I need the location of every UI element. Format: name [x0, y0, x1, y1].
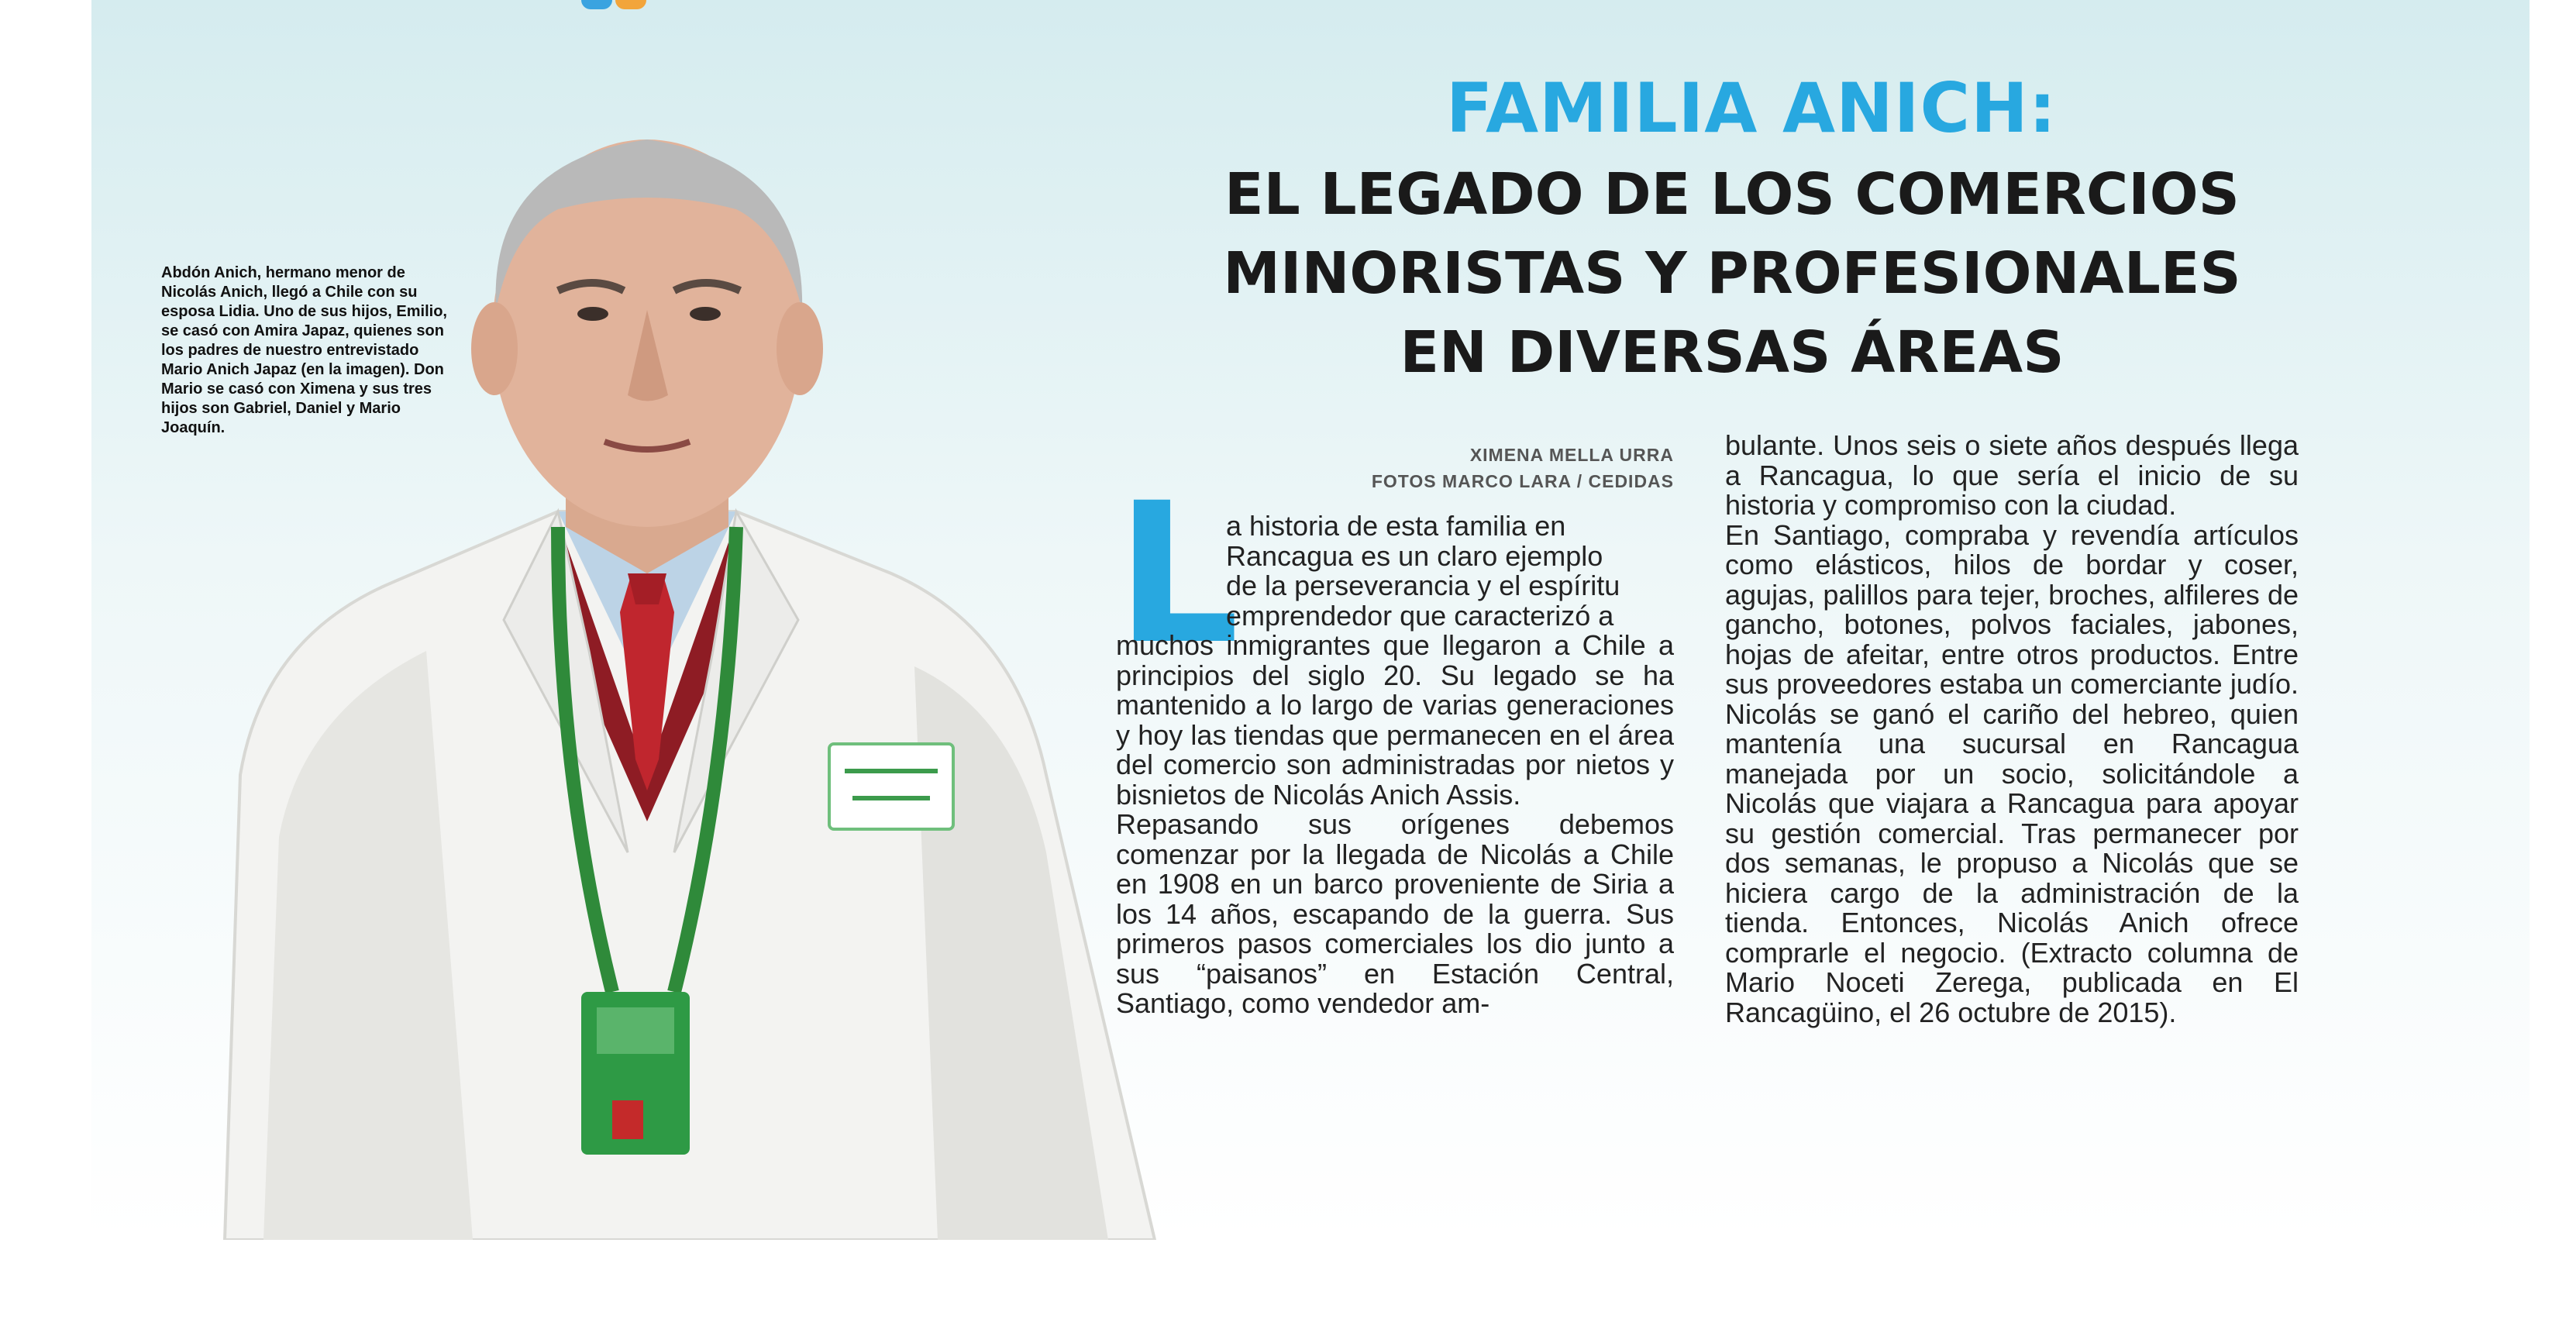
headline-line: EL LEGADO DE LOS COMERCIOS [1224, 161, 2240, 228]
byline-author: XIMENA MELLA URRA [1469, 445, 1674, 465]
photo-caption: Abdón Anich, hermano menor de Nicolás Anich, llegó a Chile con su esposa Lidia. Uno de sus hijos, Emilio, se casó con Amira Japaz, quienes son los padres de nuestro entrevistado Mario Anich Japaz (en la imagen). Don Mario se casó con Ximena y sus tres hijos son Gabriel, Daniel y Mario Joaquín. [161, 264, 447, 436]
article-column-2 [1725, 431, 2299, 1028]
paragraph: bulante. Unos seis o siete años después llega a Rancagua, lo que sería el inicio de su historia y compromiso con la ciudad. [1725, 429, 2299, 521]
article-headline [1116, 155, 2348, 392]
article-column-1 [1116, 511, 1674, 1019]
paragraph: Repasando sus orígenes debemos comenzar por la llegada de Nicolás a Chile en 1908 en un barco proveniente de Siria a los 14 años, escapando de la guerra. Sus primeros pasos comerciales los dio junto a sus “paisanos” en Estación Central, Santiago, como vendedor am- [1116, 808, 1674, 1019]
text-line: a historia de esta familia en [1226, 510, 1566, 542]
magazine-logo-fragment [581, 0, 666, 11]
byline [1209, 442, 1674, 494]
text-line: emprendedor que caracterizó a [1226, 599, 1614, 632]
text-line: de la perseverancia y el espíritu [1226, 570, 1620, 601]
headline-line: MINORISTAS Y PROFESIONALES [1223, 240, 2241, 307]
text-line: Rancagua es un claro ejemplo [1226, 539, 1603, 572]
drop-cap: L [1116, 461, 1240, 687]
portrait-photo [194, 77, 1186, 1240]
paragraph: muchos inmigrantes que llegaron a Chile a principios del siglo 20. Su legado se ha mantenido a lo largo de varias generaciones y hoy las tiendas que permanecen en el área del comercio son administradas por nietos y bisnietos de Nicolás Anich Assis. [1116, 629, 1674, 811]
byline-photos: FOTOS MARCO LARA / CEDIDAS [1371, 471, 1674, 491]
article-kicker: FAMILIA ANICH: [1446, 68, 2057, 148]
headline-line: EN DIVERSAS ÁREAS [1400, 319, 2065, 386]
page-margin-right [2530, 0, 2576, 1322]
page-margin-left [0, 0, 91, 1322]
paragraph: En Santiago, compraba y revendía artículos como elásticos, hilos de bordar y coser, agujas, palillos para tejer, broches, alfileres de gancho, botones, polvos faciales, jabones, hojas de afeitar, entre otros productos. Entre sus proveedores estaba un comerciante judío. Nicolás se ganó el cariño del hebreo, quien mantenía una sucursal en Rancagua manejada por un socio, solicitándole a Nicolás que viajara a Rancagua para apoyar su gestión comercial. Tras permanecer por dos semanas, le propuso a Nicolás que se hiciera cargo de la administración de la tienda. Entonces, Nicolás Anich ofrece comprarle el negocio. (Extracto columna de Mario Noceti Zerega, publicada en El Rancagüino, el 26 octubre de 2015). [1725, 518, 2299, 1028]
